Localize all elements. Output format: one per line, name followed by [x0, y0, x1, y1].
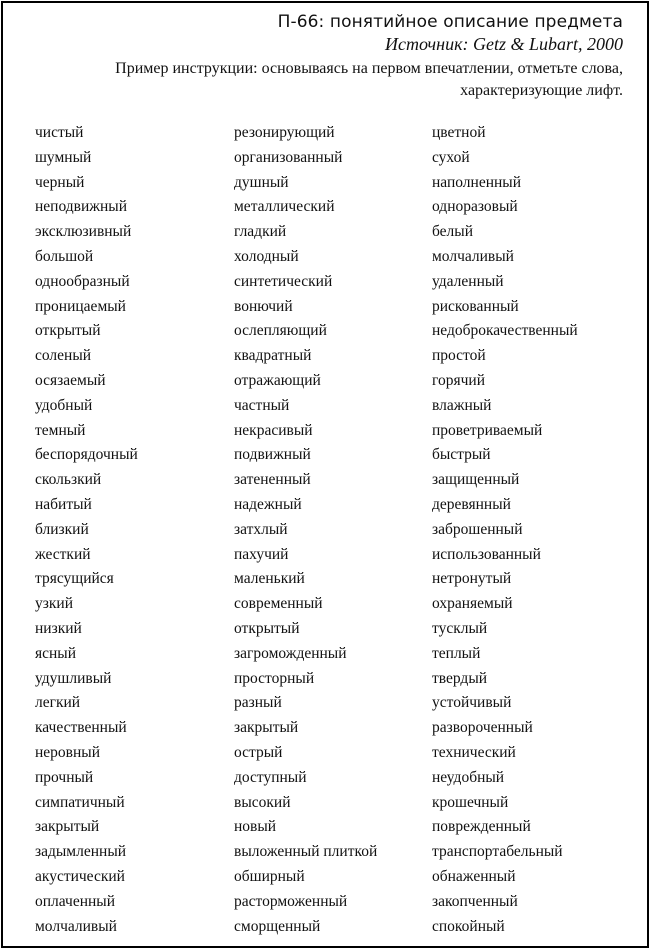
- word-item: развороченный: [432, 719, 533, 737]
- word-item: загроможденный: [234, 644, 347, 662]
- word-item: транспортабельный: [432, 843, 563, 861]
- word-item: твердый: [432, 669, 488, 687]
- word-item: эксклюзивный: [35, 223, 132, 241]
- word-column-2: [234, 121, 429, 939]
- word-item: затененный: [234, 471, 311, 489]
- word-item: некрасивый: [234, 421, 313, 439]
- word-item: отражающий: [234, 371, 321, 389]
- word-item: молчаливый: [432, 247, 514, 265]
- word-item: оплаченный: [35, 892, 116, 910]
- word-item: прочный: [35, 768, 94, 786]
- word-item: острый: [234, 743, 283, 761]
- word-item: металлический: [234, 198, 335, 216]
- word-item: надежный: [234, 495, 302, 513]
- word-item: скользкий: [35, 471, 102, 489]
- word-item: наполненный: [432, 173, 522, 191]
- word-item: поврежденный: [432, 818, 531, 836]
- instruction-text: Пример инструкции: основываясь на первом впечатлении, отметьте слова, характеризующие лифт.: [115, 60, 623, 99]
- word-item: затхлый: [234, 520, 288, 538]
- word-item: закрытый: [234, 719, 299, 737]
- word-item: качественный: [35, 719, 127, 737]
- word-item: использованный: [432, 545, 541, 563]
- word-item: гладкий: [234, 223, 287, 241]
- word-item: квадратный: [234, 347, 312, 365]
- word-item: молчаливый: [35, 917, 117, 935]
- word-item: подвижный: [234, 446, 311, 464]
- word-item: влажный: [432, 396, 492, 414]
- word-item: доступный: [234, 768, 307, 786]
- word-item: однообразный: [35, 272, 130, 290]
- word-item: защищенный: [432, 471, 520, 489]
- word-item: жесткий: [35, 545, 91, 563]
- word-item: технический: [432, 743, 516, 761]
- word-item: трясущийся: [35, 570, 114, 588]
- word-item: осязаемый: [35, 371, 106, 389]
- word-item: пахучий: [234, 545, 289, 563]
- word-item: закрытый: [35, 818, 100, 836]
- word-item: задымленный: [35, 843, 127, 861]
- word-item: белый: [432, 223, 474, 241]
- word-item: выложенный плиткой: [234, 843, 378, 861]
- word-item: цветной: [432, 124, 486, 141]
- word-item: неудобный: [432, 768, 505, 786]
- word-item: проницаемый: [35, 297, 126, 315]
- word-item: спокойный: [432, 917, 505, 935]
- word-item: новый: [234, 818, 277, 836]
- word-item: горячий: [432, 371, 485, 389]
- word-item: простой: [432, 347, 486, 365]
- word-item: неровный: [35, 743, 100, 761]
- word-item: закопченный: [432, 892, 518, 910]
- word-item: акустический: [35, 867, 125, 885]
- word-item: недоброкачественный: [432, 322, 578, 340]
- word-item: крошечный: [432, 793, 509, 811]
- word-item: резонирующий: [234, 124, 335, 141]
- word-item: современный: [234, 595, 323, 613]
- word-item: соленый: [35, 347, 92, 365]
- word-item: нетронутый: [432, 570, 512, 588]
- page-title: П-66: понятийное описание предмета: [277, 12, 623, 32]
- word-item: шумный: [35, 148, 92, 166]
- word-item: открытый: [234, 619, 300, 637]
- word-item: набитый: [35, 495, 92, 513]
- source-citation: Источник: Getz & Lubart, 2000: [385, 34, 623, 54]
- word-item: синтетический: [234, 272, 333, 290]
- word-item: чистый: [35, 124, 84, 141]
- word-item: черный: [35, 173, 85, 191]
- word-item: частный: [234, 396, 290, 414]
- word-item: ослепляющий: [234, 322, 327, 340]
- word-item: быстрый: [432, 446, 491, 464]
- word-item: тусклый: [432, 619, 488, 637]
- word-column-1: [35, 121, 230, 939]
- word-item: удушливый: [35, 669, 112, 687]
- word-item: открытый: [35, 322, 101, 340]
- word-item: сморщенный: [234, 917, 321, 935]
- word-item: разный: [234, 694, 282, 712]
- word-item: сухой: [432, 148, 470, 166]
- word-item: деревянный: [432, 495, 511, 513]
- word-item: близкий: [35, 520, 89, 538]
- word-item: удаленный: [432, 272, 504, 290]
- word-item: просторный: [234, 669, 315, 687]
- word-item: организованный: [234, 148, 343, 166]
- word-item: обширный: [234, 867, 305, 885]
- word-item: удобный: [35, 396, 93, 414]
- word-item: маленький: [234, 570, 305, 588]
- word-item: теплый: [432, 644, 481, 662]
- word-item: заброшенный: [432, 520, 523, 538]
- word-item: расторможенный: [234, 892, 348, 910]
- word-item: одноразовый: [432, 198, 518, 216]
- word-item: большой: [35, 247, 94, 265]
- word-item: обнаженный: [432, 867, 516, 885]
- word-item: устойчивый: [432, 694, 512, 712]
- word-item: темный: [35, 421, 86, 439]
- word-item: узкий: [35, 595, 73, 613]
- word-item: рискованный: [432, 297, 519, 315]
- word-item: ясный: [35, 644, 77, 662]
- word-item: душный: [234, 173, 289, 191]
- word-item: холодный: [234, 247, 299, 265]
- word-item: легкий: [35, 694, 81, 712]
- word-item: симпатичный: [35, 793, 125, 811]
- word-item: низкий: [35, 619, 82, 637]
- word-item: проветриваемый: [432, 421, 543, 439]
- word-item: беспорядочный: [35, 446, 138, 464]
- word-item: высокий: [234, 793, 291, 811]
- word-item: неподвижный: [35, 198, 127, 216]
- word-column-3: [432, 121, 642, 939]
- word-item: охраняемый: [432, 595, 513, 613]
- page-frame: [1, 1, 649, 948]
- word-item: вонючий: [234, 297, 293, 315]
- header: [103, 11, 623, 102]
